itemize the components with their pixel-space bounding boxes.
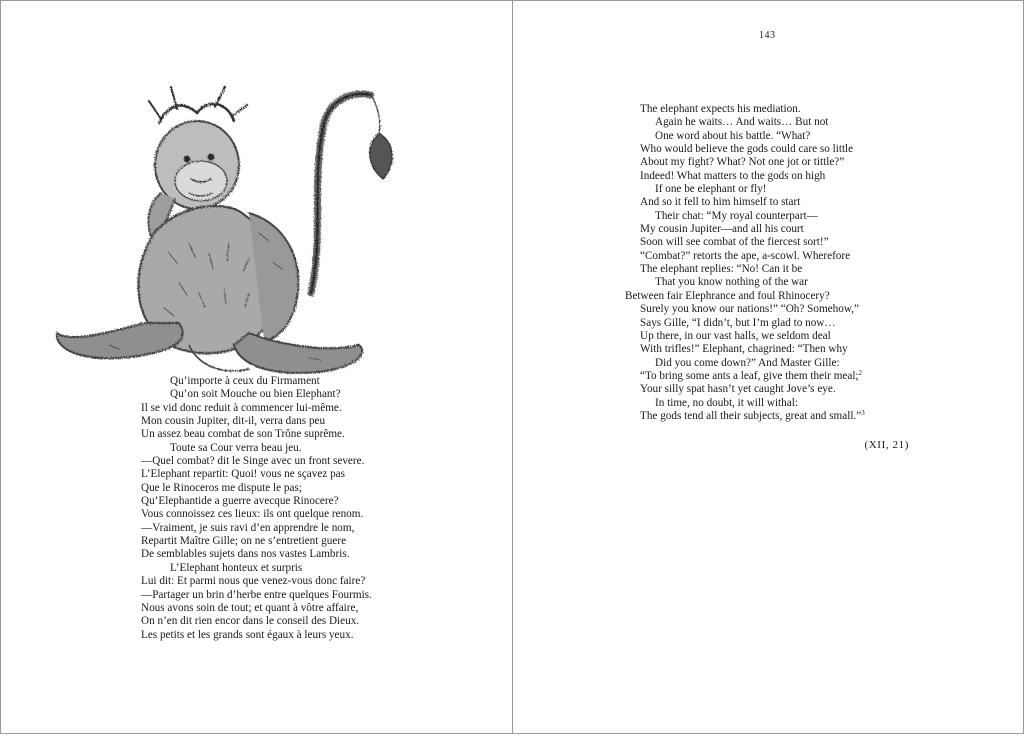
verse-line: If one be elephant or fly! [655, 183, 767, 196]
verse-line: My cousin Jupiter—and all his court [640, 223, 804, 236]
footnote-marker[interactable]: 3 [861, 408, 865, 417]
page-number: 143 [759, 30, 776, 41]
verse-line: —Vraiment, je suis ravi d’en apprendre le nom, [141, 521, 355, 534]
verse-line: One word about his battle. “What? [655, 129, 811, 142]
verse-line: Lui dit: Et parmi nous que venez-vous donc faire? [141, 575, 366, 588]
fable-citation: (XII, 21) [864, 439, 909, 451]
verse-line: Their chat: “My royal counterpart— [655, 209, 818, 222]
verse-line: That you know nothing of the war [655, 276, 808, 289]
verse-line: Vous connoissez ces lieux: ils ont quelque renom. [141, 508, 364, 521]
verse-line: Mon cousin Jupiter, dit-il, verra dans peu [141, 415, 326, 428]
verse-line: Les petits et les grands sont égaux à leurs yeux. [141, 628, 354, 641]
verse-line: With trifles!” Elephant, chagrined: “Then why [640, 343, 848, 356]
french-verse [141, 375, 372, 642]
verse-line: —Quel combat? dit le Singe avec un front severe. [141, 455, 365, 468]
footnote-marker[interactable]: 2 [858, 368, 863, 377]
verse-line: Un assez beau combat de son Trône suprême. [141, 428, 345, 441]
verse-line: About my fight? What? Not one jot or tittle?” [640, 156, 845, 169]
verse-line: Did you come down?” And Master Gille: [655, 356, 840, 369]
verse-line: Indeed! What matters to the gods on high [640, 169, 826, 182]
verse-line: Who would believe the gods could care so little [640, 143, 854, 156]
verse-line: Says Gille, “I didn’t, but I’m glad to now… [640, 316, 836, 329]
verse-line: The elephant expects his mediation. [640, 103, 801, 115]
verse-line: De semblables sujets dans nos vastes Lambris. [141, 548, 350, 561]
verse-line: Nous avons soin de tout; et quant à vôtre affaire, [141, 601, 359, 614]
verse-line: On n’en dit rien encor dans le conseil des Dieux. [141, 615, 360, 628]
verse-line: Qu’on soit Mouche ou bien Elephant? [170, 388, 341, 401]
verse-line: L’Elephant honteux et surpris [170, 561, 303, 574]
verse-line: Qu’importe à ceux du Firmament [170, 375, 320, 387]
verse-line: Il se vid donc reduit à commencer lui-même. [141, 401, 342, 414]
left-page [0, 0, 513, 734]
right-page [512, 0, 1024, 734]
verse-line: The gods tend all their subjects, great and small.”$^3$ [640, 408, 865, 422]
verse-line: L’Elephant repartit: Quoi! vous ne sçavez pas [141, 468, 346, 481]
verse-line: Between fair Elephrance and foul Rhinocery? [625, 289, 830, 302]
verse-line: “Combat?” retorts the ape, a-scowl. Wherefore [640, 249, 851, 262]
verse-line: Que le Rinoceros me dispute le pas; [141, 481, 302, 494]
verse-line: Soon will see combat of the fiercest sort!” [640, 236, 829, 249]
ape-illustration [49, 83, 399, 388]
verse-line: —Partager un brin d’herbe entre quelques Fourmis. [141, 588, 372, 601]
verse-line: Again he waits… And waits… But not [655, 116, 829, 129]
verse-line: Toute sa Cour verra beau jeu. [170, 441, 302, 454]
verse-line: In time, no doubt, it will withal: [655, 396, 798, 409]
verse-line: Up there, in our vast halls, we seldom deal [640, 329, 831, 342]
verse-line: Your silly spat hasn’t yet caught Jove’s eye. [640, 383, 836, 396]
verse-line: The elephant replies: “No! Can it be [640, 263, 803, 276]
verse-line: Qu’Elephantide a guerre avecque Rinocere? [141, 495, 339, 508]
english-verse [625, 103, 865, 423]
verse-line: And so it fell to him himself to start [640, 196, 801, 209]
verse-line: Surely you know our nations!” “Oh? Somehow,” [640, 303, 859, 316]
verse-line: Repartit Maître Gille; on ne s’entretient guere [141, 535, 347, 548]
verse-line: “To bring some ants a leaf, give them their meal;$^2$ [640, 368, 863, 382]
